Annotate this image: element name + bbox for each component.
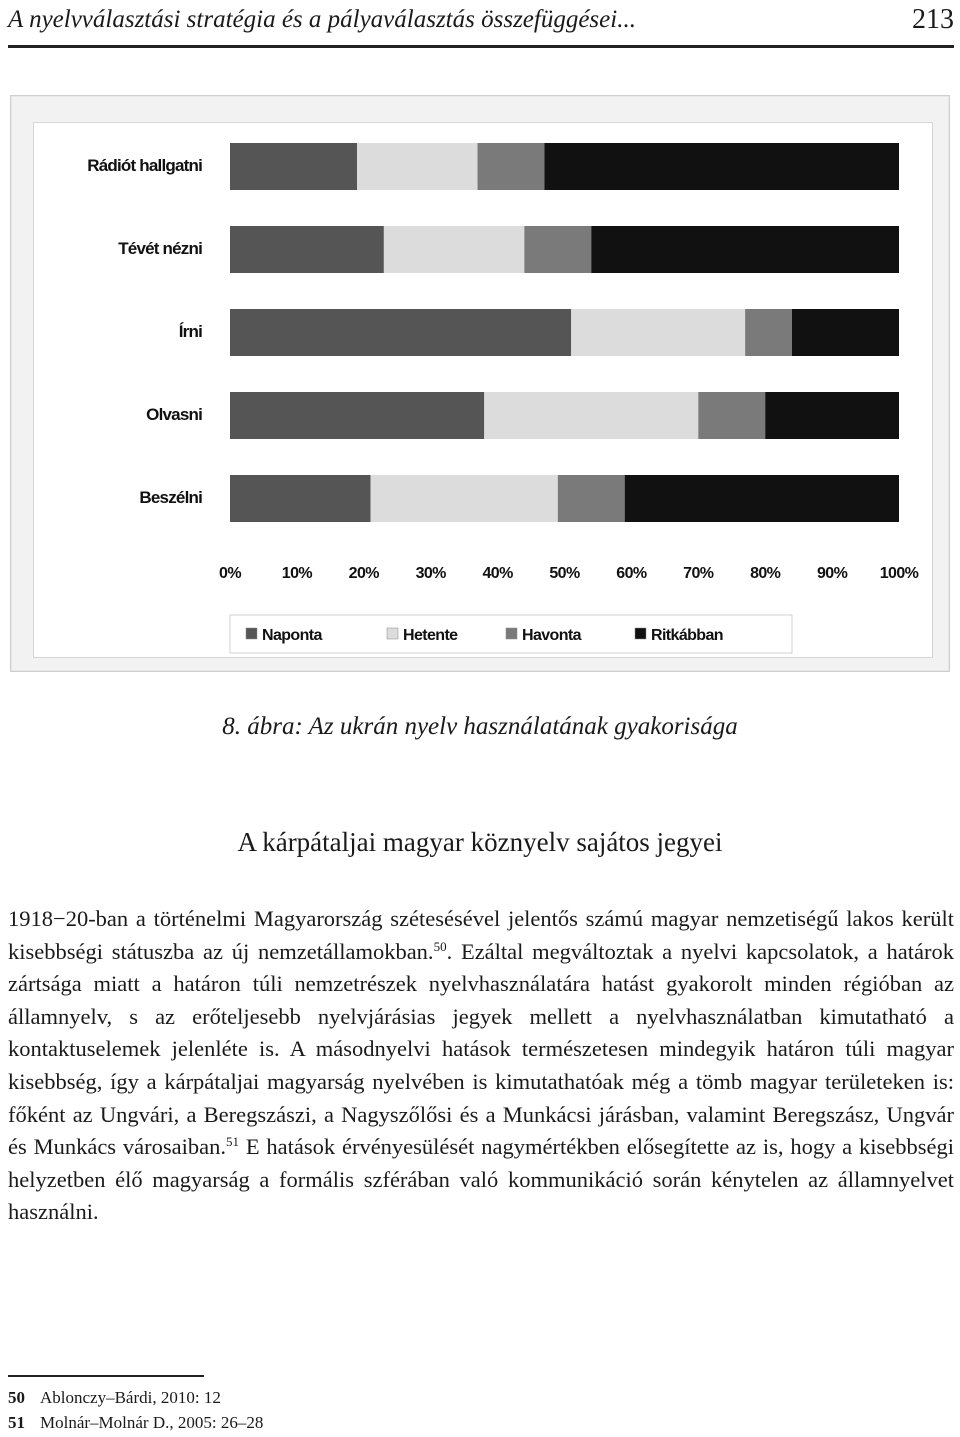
bar-segment <box>591 226 899 273</box>
footnote-number: 51 <box>8 1413 25 1432</box>
footnote-text: Molnár–Molnár D., 2005: 26–28 <box>40 1413 264 1432</box>
footnote-ref-51[interactable]: 51 <box>225 1134 239 1150</box>
page-number: 213 <box>912 4 954 35</box>
x-tick-label: 80% <box>750 565 781 582</box>
bar-segment <box>544 143 899 190</box>
bar-segment <box>558 475 625 522</box>
legend-label: Havonta <box>522 627 581 644</box>
bar-segment <box>792 309 899 356</box>
legend-swatch <box>635 628 646 639</box>
paragraph-text-part2: . Ezáltal megváltoztak a nyelvi kapcsolatok, a határok zártsága miatt a határon túli nemzetrészek nyelvhasználatára hatást gyakorolt minden régióban az államnyelv, s az erőteljesebb nyelvjárásias jegyek mellett a nyelvhasználatban kimutatható a kontaktuselemek jelenléte is. A másodnyelvi hatások természetesen mindegyik határon túli magyar kisebbség, így a kárpátaljai magyarság nyelvében is kimutathatóak még a tömb magyar területeken is: főként az Ungvári, a Beregszászi, a Nagyszőlősi és a Munkácsi járásban, valamint Beregszász, Ungvár és Munkács városaiban. <box>8 938 954 1160</box>
category-label: Olvasni <box>146 405 202 424</box>
x-tick-label: 40% <box>482 565 513 582</box>
bar-segment <box>230 226 384 273</box>
footnote-51 <box>8 1410 708 1435</box>
legend-label: Naponta <box>262 627 322 644</box>
bar-segment <box>698 392 765 439</box>
bar-segment <box>230 392 484 439</box>
paragraph <box>8 903 954 1229</box>
bar-segment <box>384 226 524 273</box>
footnotes <box>8 1385 708 1435</box>
footnote-ref-50[interactable]: 50 <box>433 938 447 954</box>
bar-segment <box>357 143 477 190</box>
category-label: Rádiót hallgatni <box>87 156 202 175</box>
paragraph-text-part3: E hatások érvényesülését nagymértékben elősegítette az is, hogy a kisebbségi helyzetben élő magyarság a formális szférában való kommunikáció során kénytelen az államnyelvet használni. <box>8 1134 954 1225</box>
x-tick-label: 30% <box>415 565 446 582</box>
x-tick-label: 10% <box>281 565 313 582</box>
footnote-50 <box>8 1385 708 1410</box>
x-tick-label: 20% <box>348 565 379 582</box>
legend-label: Hetente <box>403 627 458 644</box>
legend-swatch <box>246 628 257 639</box>
x-tick-label: 50% <box>549 565 580 582</box>
x-tick-label: 70% <box>683 565 714 582</box>
footnote-number: 50 <box>8 1388 25 1407</box>
bar-segment <box>478 143 545 190</box>
x-tick-label: 90% <box>816 565 848 582</box>
body-text <box>8 903 954 1229</box>
running-head <box>8 2 954 42</box>
footnote-text: Ablonczy–Bárdi, 2010: 12 <box>40 1388 221 1407</box>
paragraph-text-part1: 1918−20-ban a történelmi Magyarország szétesésével jelentős számú magyar nemzetiségű lakos került kisebbségi státuszba az új nemzetállamokban. <box>8 906 954 964</box>
figure-caption: 8. ábra: Az ukrán nyelv használatának gyakorisága <box>222 713 738 740</box>
x-tick-label: 60% <box>616 565 647 582</box>
legend-label: Ritkábban <box>651 627 723 644</box>
legend-swatch <box>387 628 398 639</box>
x-tick-label: 100% <box>879 565 919 582</box>
category-label: Tévét nézni <box>118 239 202 258</box>
section-heading: A kárpátaljai magyar köznyelv sajátos jegyei <box>237 827 723 857</box>
category-label: Beszélni <box>139 488 202 507</box>
stacked-bar-chart <box>34 123 932 657</box>
legend-swatch <box>506 628 517 639</box>
bar-segment <box>745 309 792 356</box>
bar-segment <box>230 309 571 356</box>
bar-segment <box>625 475 899 522</box>
footnote-rule <box>8 1375 204 1377</box>
bar-segment <box>524 226 591 273</box>
bar-segment <box>370 475 557 522</box>
x-tick-label: 0% <box>219 565 241 582</box>
bar-segment <box>230 143 357 190</box>
bar-segment <box>765 392 899 439</box>
bar-segment <box>230 475 370 522</box>
category-label: Írni <box>178 322 202 341</box>
bar-segment <box>484 392 698 439</box>
header-rule <box>8 45 954 48</box>
bar-segment <box>571 309 745 356</box>
chart-frame <box>10 95 950 672</box>
running-head-title: A nyelvválasztási stratégia és a pályaválasztás összefüggései... <box>8 6 636 33</box>
chart-area <box>33 122 933 658</box>
